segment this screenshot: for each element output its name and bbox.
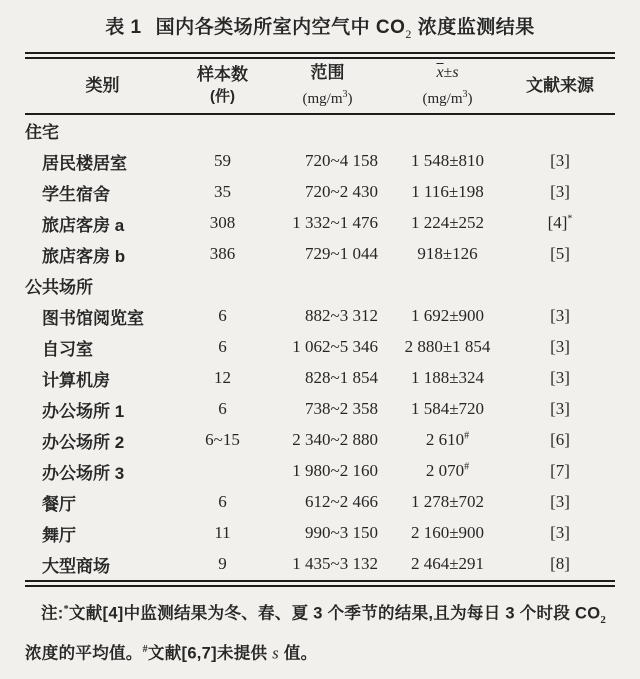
header-samples-line1: 样本数	[197, 64, 248, 84]
range-cell: 1 980~2 160	[292, 461, 378, 481]
table-row	[25, 487, 615, 518]
ref-cell: [3]	[550, 306, 570, 326]
ref-cell: [7]	[550, 461, 570, 481]
range-cell: 1 435~3 132	[292, 554, 378, 574]
mean-cell: 2 070#	[425, 461, 470, 481]
header-range-unit: $(mg/m^3)$	[302, 88, 353, 107]
range-cell: 729~1 044	[305, 244, 378, 264]
category-cell: 图书馆阅览室	[42, 308, 144, 328]
table-header-row	[25, 59, 615, 113]
header-samples	[180, 64, 265, 108]
category-cell: 公共场所	[25, 277, 93, 297]
ref-cell: [3]	[550, 399, 570, 419]
ref-cell: [3]	[550, 151, 570, 171]
table-row	[25, 332, 615, 363]
samples-cell: 6	[218, 399, 227, 419]
data-table	[25, 52, 615, 587]
mean-cell: 1 116±198	[411, 182, 484, 202]
note-text-3: 文献[6,7]未提供	[147, 644, 273, 663]
table-row	[25, 270, 615, 301]
range-cell: 1 332~1 476	[292, 213, 378, 233]
note-star-marker: *	[63, 603, 69, 615]
samples-cell: 308	[209, 213, 236, 233]
header-category: 类别	[85, 75, 120, 95]
range-cell: 828~1 854	[305, 368, 378, 388]
table-bottom-rule	[25, 580, 615, 587]
range-cell: 720~2 430	[305, 182, 378, 202]
table-row	[25, 394, 615, 425]
mean-cell: 1 692±900	[410, 306, 485, 326]
header-samples-unit: (件)	[210, 87, 235, 105]
mean-cell: 1 548±810	[410, 151, 485, 171]
category-cell: 舞厅	[42, 525, 76, 545]
note-hash-marker: #	[142, 643, 148, 655]
co2-subscript: 2	[405, 26, 412, 41]
ref-cell: [4]*	[547, 213, 573, 233]
mean-cell: 918±126	[417, 244, 478, 264]
range-cell: 2 340~2 880	[292, 430, 378, 450]
samples-cell: 6	[218, 337, 227, 357]
category-cell: 办公场所 2	[42, 432, 125, 452]
range-cell: 612~2 466	[305, 492, 378, 512]
note-text-2: 浓度的平均值。	[25, 644, 143, 663]
mean-cell: 1 224±252	[410, 213, 485, 233]
range-cell: 1 062~5 346	[292, 337, 378, 357]
category-cell: 大型商场	[42, 556, 110, 576]
samples-cell: 12	[214, 368, 231, 388]
table-row	[25, 518, 615, 549]
table-row	[25, 115, 615, 146]
table-row	[25, 456, 615, 487]
header-range-line1: 范围	[310, 62, 345, 82]
category-cell: 住宅	[25, 122, 59, 142]
mean-cell: 2 464±291	[410, 554, 485, 574]
range-cell: 882~3 312	[305, 306, 378, 326]
table-row	[25, 146, 615, 177]
category-cell: 居民楼居室	[42, 153, 127, 173]
samples-cell: 11	[214, 523, 231, 543]
mean-cell: 1 278±702	[410, 492, 485, 512]
samples-cell: 9	[218, 554, 227, 574]
range-cell: 720~4 158	[305, 151, 378, 171]
category-cell: 计算机房	[42, 370, 110, 390]
ref-cell: [3]	[550, 368, 570, 388]
table-row	[25, 549, 615, 580]
header-source: 文献来源	[526, 75, 594, 95]
category-cell: 旅店客房 a	[42, 215, 125, 235]
samples-cell: 6	[218, 306, 227, 326]
note-prefix: 注:	[41, 604, 64, 623]
mean-cell: 2 880±1 854	[404, 337, 491, 357]
ref-cell: [3]	[550, 492, 570, 512]
table-title-text: 国内各类场所室内空气中 CO	[155, 17, 406, 38]
range-cell: 738~2 358	[305, 399, 378, 419]
mean-cell: 2 610#	[425, 430, 470, 450]
category-cell: 旅店客房 b	[42, 246, 126, 266]
ref-cell: [6]	[550, 430, 570, 450]
note-co2-subscript: 2	[600, 613, 607, 626]
ref-cell: [3]	[550, 182, 570, 202]
ref-cell: [3]	[550, 523, 570, 543]
category-cell: 自习室	[42, 339, 93, 359]
ref-cell: [5]	[550, 244, 570, 264]
samples-cell: 6	[218, 492, 227, 512]
mean-cell: 1 188±324	[410, 368, 485, 388]
note-s-symbol: s	[272, 643, 279, 663]
header-mean-unit: $(mg/m^3)$	[422, 88, 473, 107]
table-row	[25, 208, 615, 239]
header-mean-symbol: $\overline{x}\pm s$	[436, 63, 459, 81]
table-number-label: 表 1	[105, 17, 142, 38]
samples-cell: 6~15	[205, 430, 240, 450]
table-row	[25, 301, 615, 332]
table-title-text-end: 浓度监测结果	[411, 17, 535, 38]
table-top-rule	[25, 52, 615, 59]
range-cell: 990~3 150	[305, 523, 378, 543]
table-footnote	[25, 595, 615, 668]
table-title	[25, 12, 615, 42]
note-text-4: 值。	[278, 644, 318, 663]
table-row	[25, 363, 615, 394]
samples-cell: 59	[214, 151, 231, 171]
mean-cell: 2 160±900	[410, 523, 485, 543]
category-cell: 餐厅	[42, 494, 76, 514]
table-body	[25, 115, 615, 580]
table-row	[25, 177, 615, 208]
category-cell: 办公场所 3	[42, 463, 125, 483]
samples-cell: 35	[214, 182, 231, 202]
samples-cell: 386	[209, 244, 236, 264]
table-row	[25, 425, 615, 456]
header-range	[265, 62, 390, 110]
ref-cell: [8]	[550, 554, 570, 574]
mean-cell: 1 584±720	[410, 399, 485, 419]
note-text-1: 文献[4]中监测结果为冬、春、夏 3 个季节的结果,且为每日 3 个时段 CO	[68, 604, 601, 623]
table-row	[25, 239, 615, 270]
category-cell: 学生宿舍	[42, 184, 110, 204]
header-mean-sd	[390, 62, 505, 110]
category-cell: 办公场所 1	[42, 401, 125, 421]
ref-cell: [3]	[550, 337, 570, 357]
